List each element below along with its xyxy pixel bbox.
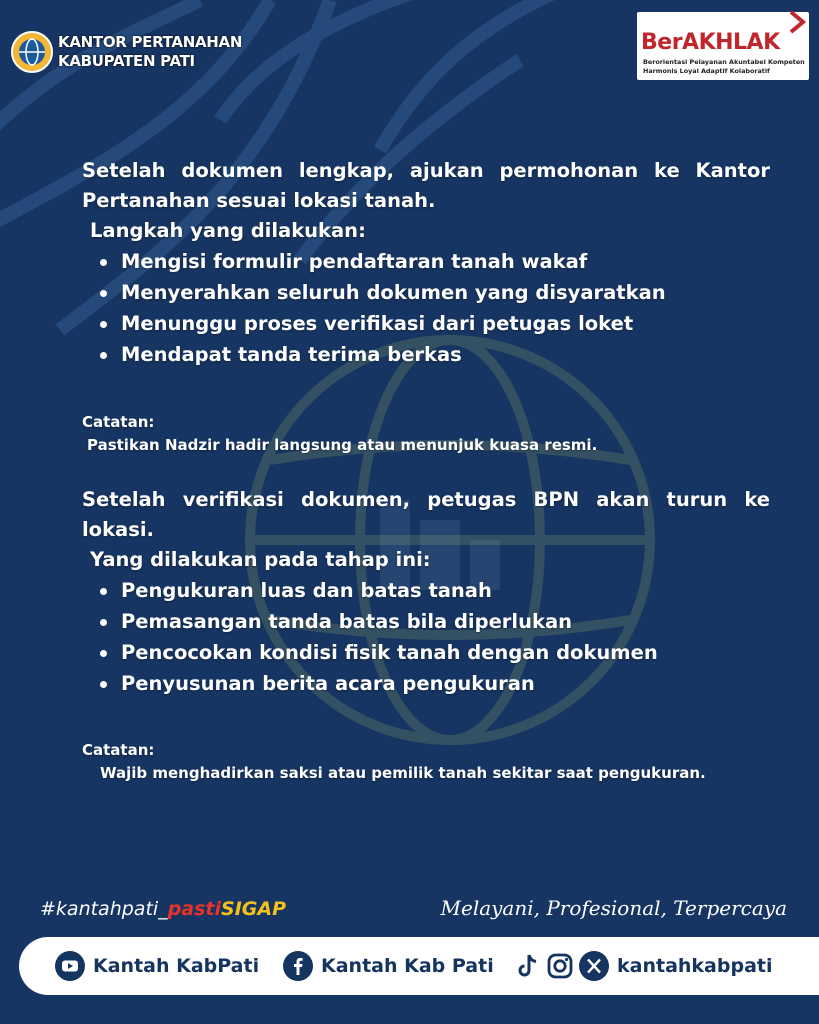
note-text: Pastikan Nadzir hadir langsung atau menunjuk kuasa resmi.: [87, 436, 598, 454]
berakhlak-line1: Berorientasi Pelayanan Akuntabel Kompeten: [643, 58, 805, 66]
note-label: Catatan:: [82, 741, 155, 759]
section2-steps: [82, 575, 770, 699]
note-label: Catatan:: [82, 413, 155, 431]
section1-note: [82, 412, 770, 458]
social-bar: [19, 937, 819, 995]
office-name-line1: KANTOR PERTANAHAN: [58, 33, 243, 51]
section2-note: [82, 740, 770, 786]
office-logo: [10, 30, 242, 74]
list-item: Menunggu proses verifikasi dari petugas loket: [100, 308, 770, 339]
list-item: Pemasangan tanda batas bila diperlukan: [100, 606, 770, 637]
section-registration: [82, 156, 770, 370]
list-item: Pengukuran luas dan batas tanah: [100, 575, 770, 606]
hashtag-part2: pasti: [167, 898, 222, 920]
chevron-right-icon: [787, 10, 809, 34]
hashtag-part3: SIGAP: [221, 898, 286, 920]
list-item: Menyerahkan seluruh dokumen yang disyaratkan: [100, 277, 770, 308]
section1-heading: Langkah yang dilakukan:: [90, 219, 366, 242]
list-item: Penyusunan berita acara pengukuran: [100, 668, 770, 699]
berakhlak-logo: [637, 12, 809, 80]
youtube-label: Kantah KabPati: [93, 955, 260, 977]
bpn-emblem-icon: [10, 30, 54, 74]
facebook-link[interactable]: [283, 937, 494, 995]
section-field-survey: [82, 485, 770, 699]
facebook-icon: [283, 951, 313, 981]
handle-label: kantahkabpati: [617, 955, 773, 977]
berakhlak-title: BerAKHLAK: [641, 30, 780, 55]
handle-link[interactable]: [515, 937, 773, 995]
motto: Melayani, Profesional, Terpercaya: [440, 896, 787, 920]
youtube-icon: [55, 951, 85, 981]
section2-intro: Setelah verifikasi dokumen, petugas BPN akan turun ke lokasi.: [82, 488, 770, 541]
office-name-line2: KABUPATEN PATI: [58, 52, 195, 70]
x-icon: [579, 951, 609, 981]
youtube-link[interactable]: [55, 937, 259, 995]
note-text: Wajib menghadirkan saksi atau pemilik tanah sekitar saat pengukuran.: [100, 764, 706, 782]
instagram-icon: [545, 951, 575, 981]
hashtag: [40, 898, 286, 920]
list-item: Pencocokan kondisi fisik tanah dengan dokumen: [100, 637, 770, 668]
hashtag-part1: #kantahpati_: [40, 898, 168, 920]
tiktok-icon: [515, 951, 541, 981]
berakhlak-line2: Harmonis Loyal Adaptif Kolaboratif: [643, 67, 770, 75]
section1-intro: Setelah dokumen lengkap, ajukan permohonan ke Kantor Pertanahan sesuai lokasi tanah.: [82, 159, 770, 212]
section1-steps: [82, 246, 770, 370]
section2-heading: Yang dilakukan pada tahap ini:: [90, 548, 431, 571]
list-item: Mengisi formulir pendaftaran tanah wakaf: [100, 246, 770, 277]
list-item: Mendapat tanda terima berkas: [100, 339, 770, 370]
facebook-label: Kantah Kab Pati: [321, 955, 494, 977]
